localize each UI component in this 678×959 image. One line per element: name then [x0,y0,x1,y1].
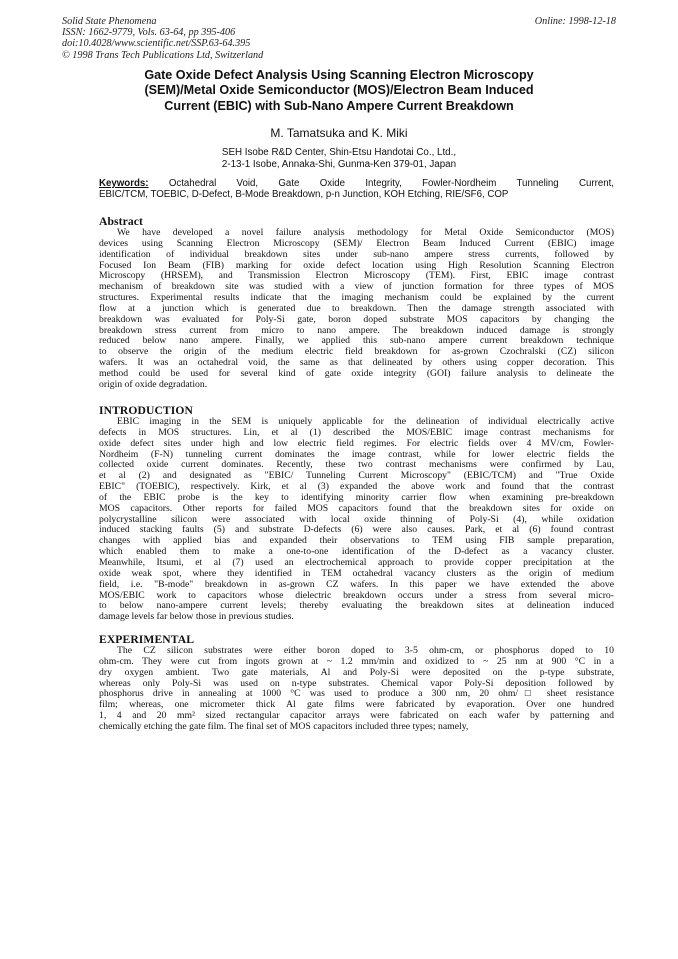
text-line: breakdown was evaluated for Poly-Si gate, boron doped substrate MOS capacitors by changing the [99,313,614,325]
text-line: Microscopy (HRSEM), and Transmission Electron Microscopy (TEM). First, EBIC image contrast [99,270,614,282]
text-line: dry oxygen ambient. Two gate materials, Al and Poly-Si were deposited on the p-type substrate, [99,666,614,678]
title-line: Current (EBIC) with Sub-Nano Ampere Current Breakdown [164,98,514,113]
text-line: devices using Scanning Electron Microscopy (SEM)/ Electron Beam Induced Current (EBIC) image [99,237,614,249]
text-line: breakdown stress current from micro to nano ampere. The breakdown induced damage is strongly [99,324,614,336]
text-line: wafers. It was an octahedral void, the same as that delineated by others using copper decoration. This [99,357,614,369]
text-line: phosphorus drive in annealing at 1000 °C was used to produce a 300 nm, 20 ohm/□ sheet resistance [99,688,614,700]
text-line: et al (2) and designated as "EBIC/ Tunneling Current Microscopy" (EBIC/TCM) and "True Oxide [99,470,614,482]
text-line: polycrystalline silicon were associated with local oxide thinning of Poly-Si (4), while oxidation [99,513,614,525]
keywords [99,178,614,201]
text-line: oxide weak spot, where they identified in TEM octahedral vacancy clusters as the origin of medium [99,567,614,579]
keywords-label: Keywords: [99,178,149,189]
affiliation-line: 2-13-1 Isobe, Annaka-Shi, Gunma-Ken 379-01, Japan [221,159,457,171]
text-line: Nordheim (F-N) tunneling current dominates the image contrast, while for lower electric fields the [99,448,614,460]
text-line: method could be used for several kind of gate oxide integrity (GOI) failure analysis to delineate the [99,367,614,379]
title-line: (SEM)/Metal Oxide Semiconductor (MOS)/Electron Beam Induced [144,83,534,98]
text-line: structures. Experimental results indicate that the imaging mechanism could be explained by the current [99,292,614,304]
abstract-heading: Abstract [99,215,143,228]
affiliation-line: SEH Isobe R&D Center, Shin-Etsu Handotai Co., Ltd., [221,147,457,158]
text-line: field, i.e. "B-mode" breakdown in as-grown CZ wafers. In this paper we have extended the above [99,578,614,590]
keywords-line: EBIC/TCM, TOEBIC, D-Defect, B-Mode Breakdown, p-n Junction, KOH Etching, RIE/SF6, COP [99,189,509,201]
experimental-body [99,646,614,733]
text-line: reduced below nano ampere. Finally, we applied this sub-nano ampere current breakdown technique [99,335,614,347]
text-line: defects in MOS structures. Lin, et al (1) described the MOS/EBIC image contrast mechanisms for [99,426,614,438]
authors: M. Tamatsuka and K. Miki [270,126,408,140]
introduction-section [99,404,614,623]
doi-line[interactable]: doi:10.4028/www.scientific.net/SSP.63-64.395 [62,38,251,50]
text-line: induced stacking faults (5) and substrate D-defects (6) were also causes. Park, et al (6) found contrast [99,524,614,536]
text-line: to below nano-ampere current levels; thereby evaluating the breakdown sites at delineation induced [99,600,614,612]
abstract-section [99,215,614,391]
text-line: whereas only Poly-Si was used on n-type substrates. Chemical vapor Poly-Si deposition followed by [99,677,614,689]
introduction-heading: INTRODUCTION [99,404,193,417]
text-line: to observe the origin of the medium electric field breakdown for as-grown Czochralski (CZ) silicon [99,346,614,358]
text-line: mechanism of breakdown site was studied with a view of junction formation for three types of MOS [99,281,614,293]
text-line: oxide defect sites under high and low electric field regimes. For electric fields over 4 MV/cm, Fowler- [99,437,614,449]
text-line: EBIC imaging in the SEM is uniquely applicable for the delineation of individual electrically active [117,416,614,427]
text-line: 1, 4 and 20 mm² sized rectangular capacitor arrays were fabricated on each wafer by patterning and [99,710,614,722]
online-date: Online: 1998-12-18 [534,16,616,27]
text-line: identification of individual breakdown sites under sub-nano ampere stress currents, followed by [99,248,614,260]
text-line: origin of oxide degradation. [99,378,208,390]
text-line: Meanwhile, Itsumi, et al (7) used an electrochemical approach to provide copper precipitation at the [99,556,614,568]
text-line: Focused Ion Beam (FIB) marking for oxide defect location using High Resolution Scanning Electron [99,259,614,271]
publication-header [62,16,616,61]
paper-title [80,68,598,114]
text-line: MOS capacitors. Other reports for failed MOS capacitors found that the breakdown sites for oxide on [99,502,614,514]
abstract-body [99,228,614,391]
experimental-section [99,633,614,733]
text-line: EBIC" (TOEBIC), respectively. Kirk, et al (3) expanded the above work and found that the contrast [99,481,614,493]
journal-name: Solid State Phenomena [62,16,157,27]
experimental-heading: EXPERIMENTAL [99,633,195,646]
text-line: MOS/EBIC work to capacitors whose dielectric breakdown occurs under a stress from several micro- [99,589,614,601]
introduction-body [99,417,614,623]
issn-line: ISSN: 1662-9779, Vols. 63-64, pp 395-406 [62,27,236,39]
text-line: film; whereas, one micrometer thick Al gate films were fabricated by evaporation. Over one hundred [99,699,614,711]
text-line: The CZ silicon substrates were either boron doped to 3-5 ohm-cm, or phosphorus doped to 10 [117,645,614,656]
title-line: Gate Oxide Defect Analysis Using Scanning Electron Microscopy [144,68,534,82]
text-line: changes with applied bias and expanded their observations to TEM using FIB sample preparation, [99,535,614,547]
copyright-line: © 1998 Trans Tech Publications Ltd, Switzerland [62,49,264,61]
keywords-text: Octahedral Void, Gate Oxide Integrity, Fowler-Nordheim Tunneling Current, [168,178,614,189]
text-line: of the EBIC probe is the key to identifying minority carrier flow when examining pre-breakdown [99,491,614,503]
text-line: damage levels far below those in previous studies. [99,611,294,623]
text-line: flow at a junction which is generated due to breakdown. Then the damage strength associated with [99,302,614,314]
text-line: collected oxide current dominates. Recently, these two contrast mechanisms were confirmed by Lau, [99,459,614,471]
text-line: chemically etching the gate film. The final set of MOS capacitors included three types; namely, [99,720,469,732]
text-line: which enabled them to make a one-to-one identification of the D-defect as a vacancy cluster. [99,546,614,558]
affiliation [0,147,678,172]
keywords-line [99,178,614,189]
text-line: We have developed a novel failure analysis methodology for Metal Oxide Semiconductor (MOS) [117,227,614,238]
text-line: ohm-cm. They were cut from ingots grown at ~ 1.2 mm/min and oxidized to ~ 25 nm at 900 °C in a [99,655,614,667]
